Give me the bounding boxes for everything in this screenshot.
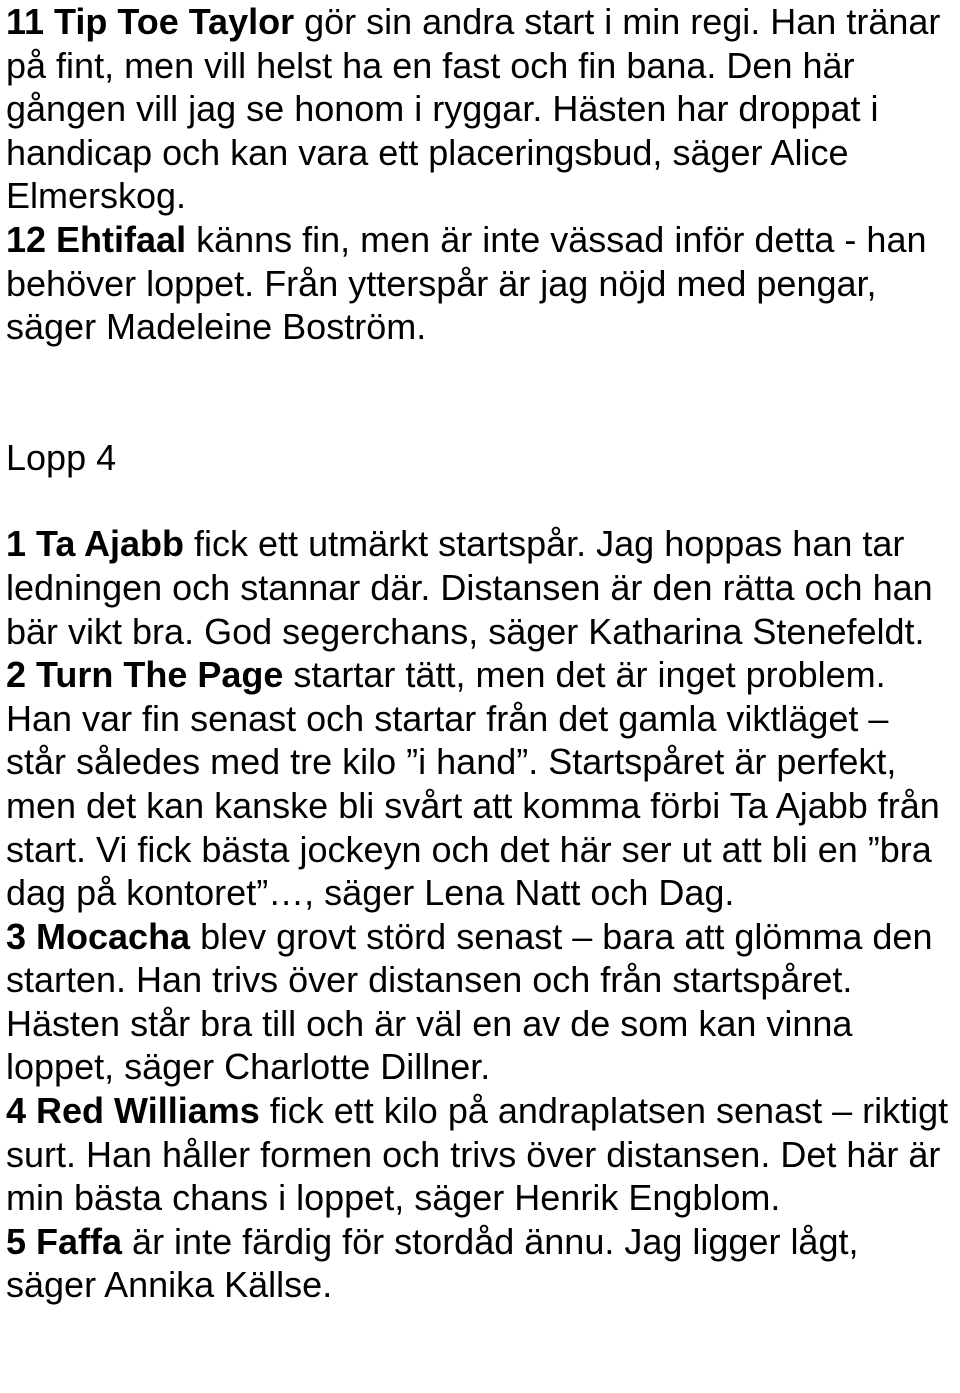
- entry-ta-ajabb: [6, 522, 956, 653]
- document-page: [6, 0, 956, 1307]
- entry-red-williams: [6, 1089, 956, 1220]
- entry-tip-toe-taylor: [6, 0, 956, 218]
- spacer: [6, 349, 956, 436]
- entry-text: känns fin, men är inte vässad inför detta - han behöver loppet. Från ytterspår är jag nöjd med pengar, säger Madeleine Boström.: [6, 218, 927, 348]
- entry-ehtifaal: [6, 218, 956, 349]
- horse-name: 5 Faffa: [6, 1220, 123, 1262]
- race-heading: Lopp 4: [6, 436, 117, 478]
- horse-name: 11 Tip Toe Taylor: [6, 1, 295, 42]
- entry-text: är inte färdig för stordåd ännu. Jag ligger lågt, säger Annika Källse.: [6, 1220, 859, 1306]
- entry-text: fick ett kilo på andraplatsen senast – riktigt surt. Han håller formen och trivs över distansen. Det här är min bästa chans i loppet, säger Henrik Engblom.: [6, 1090, 949, 1219]
- spacer: [6, 479, 956, 522]
- entry-text: fick ett utmärkt startspår. Jag hoppas han tar ledningen och stannar där. Distansen är den rätta och han bär vikt bra. God segerchans, säger Katharina Stenefeldt.: [6, 523, 933, 652]
- horse-name: 1 Ta Ajabb: [6, 523, 185, 565]
- horse-name: 4 Red Williams: [6, 1090, 260, 1132]
- horse-name: 12 Ehtifaal: [6, 218, 187, 260]
- horse-name: 2 Turn The Page: [6, 654, 284, 696]
- entry-turn-the-page: [6, 653, 956, 915]
- horse-name: 3 Mocacha: [6, 915, 191, 957]
- entry-mocacha: [6, 915, 956, 1089]
- entry-faffa: [6, 1220, 956, 1307]
- entry-text: gör sin andra start i min regi. Han tränar på fint, men vill helst ha en fast och fin bana. Den här gången vill jag se honom i ryggar. Hästen har droppat i handicap och kan vara ett placeringsbud, säger Alice Elmerskog.: [6, 1, 941, 217]
- entry-text: blev grovt störd senast – bara att glömma den starten. Han trivs över distansen och från startspåret. Hästen står bra till och är väl en av de som kan vinna loppet, säger Charlotte Dillner.: [6, 915, 933, 1088]
- entry-text: startar tätt, men det är inget problem. Han var fin senast och startar från det gamla viktläget – står således med tre kilo ”i hand”. Startspåret är perfekt, men det kan kanske bli svårt att komma förbi Ta Ajabb från start. Vi fick bästa jockeyn och det här ser ut att bli en ”bra dag på kontoret”…, säger Lena Natt och Dag.: [6, 654, 940, 914]
